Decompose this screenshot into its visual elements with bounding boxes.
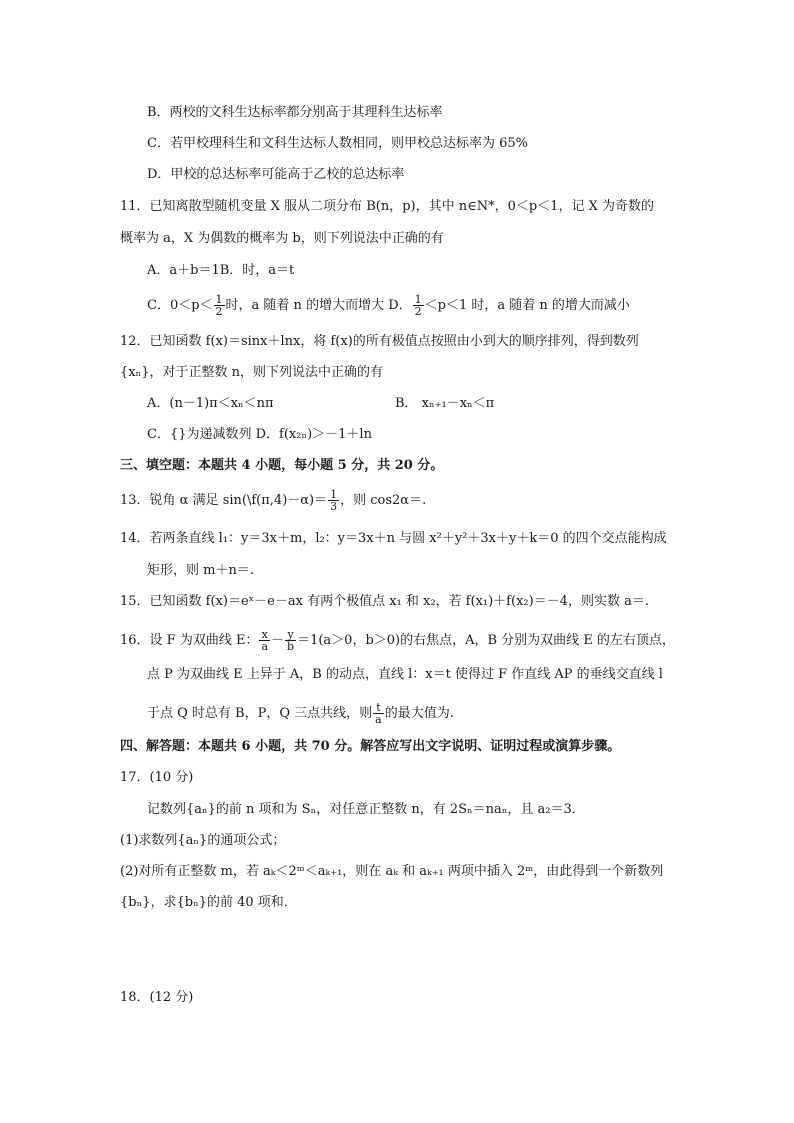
section-3-heading: 三、填空题：本题共 4 小题，每小题 5 分，共 20 分。	[120, 458, 444, 473]
question-12-line-1: 12．已知函数 f(x)＝sinx＋lnx，将 f(x)的所有极值点按照由小到大的顺序排列，得到数列	[120, 334, 639, 349]
question-11-line-1: 11．已知离散型随机变量 X 服从二项分布 B(n，p)，其中 n∈N*，0＜p＜1，记 X 为奇数的	[120, 199, 654, 214]
question-12-option-a: A．(n－1)π＜xₙ＜nπ	[147, 396, 274, 411]
option-c-d-text: 时，a 随着 n 的增大而增大 D．	[225, 298, 412, 313]
option-d-line: D．甲校的总达标率可能高于乙校的总达标率	[147, 167, 405, 182]
fraction-denominator: 3	[330, 500, 338, 513]
fraction-y-over-b	[285, 629, 296, 652]
fraction-numerator: t	[373, 702, 384, 714]
section-4-heading: 四、解答题：本题共 6 小题，共 70 分。解答应写出文字说明、证明过程或演算步骤。	[120, 739, 621, 754]
fraction-numerator: y	[285, 629, 296, 641]
question-11-options-cd	[147, 294, 630, 317]
fraction-numerator: x	[259, 629, 270, 641]
question-16-line-3-tail: 的最大值为.	[384, 706, 454, 721]
question-14-line-2: 矩形，则 m＋n＝.	[147, 563, 254, 578]
question-13-text: 13．锐角 α 满足 sin(\f(π,4)－α)＝	[120, 493, 328, 508]
fraction-denominator: a	[261, 640, 269, 653]
question-16-line-3-text: 于点 Q 时总有 B，P，Q 三点共线，则	[147, 706, 373, 721]
option-b-line: B．两校的文科生达标率都分别高于其理科生达标率	[147, 105, 443, 120]
minus-sign: －	[271, 633, 285, 648]
fraction-denominator: 2	[414, 305, 422, 318]
fraction-denominator: b	[287, 640, 295, 653]
option-c-line: C．若甲校理科生和文科生达标人数相同，则甲校总达标率为 65%	[147, 136, 528, 151]
question-13-tail: ，则 cos2α＝.	[340, 493, 427, 508]
fraction-t-over-a	[373, 702, 384, 725]
question-12-option-b: B． xₙ₊₁－xₙ＜π	[395, 396, 495, 411]
fraction-x-over-a	[259, 629, 270, 652]
question-16-line-1	[120, 629, 675, 652]
fraction-one-half-2	[413, 294, 424, 317]
question-16-line-2: 点 P 为双曲线 E 上异于 A，B 的动点，直线 l：x＝t 使得过 F 作直线 AP 的垂线交直线 l	[147, 667, 663, 682]
question-17-part-2-line-2: {bₙ}，求{bₙ}的前 40 项和．	[120, 895, 297, 910]
question-17-header: 17．(10 分)	[120, 770, 194, 785]
option-d-text: ＜p＜1 时，a 随着 n 的增大而减小	[424, 298, 630, 313]
option-c-text: C．0＜p＜	[147, 298, 213, 313]
question-16-tail: ＝1(a＞0，b＞0)的右焦点，A，B 分别为双曲线 E 的左右顶点，	[297, 633, 675, 648]
question-16-line-3	[147, 702, 454, 725]
question-17-part-2-line-1: (2)对所有正整数 m，若 aₖ＜2ᵐ＜aₖ₊₁，则在 aₖ 和 aₖ₊₁ 两项中插入 2ᵐ，由此得到一个新数列	[120, 864, 664, 879]
question-16-text: 16．设 F 为双曲线 E：	[120, 633, 259, 648]
question-15: 15．已知函数 f(x)＝eˣ－e－ax 有两个极值点 x₁ 和 x₂，若 f(x₁)＋f(x₂)＝－4，则实数 a＝.	[120, 594, 649, 609]
question-17-part-1: (1)求数列{aₙ}的通项公式；	[120, 833, 286, 848]
fraction-numerator: 1	[414, 293, 422, 306]
fraction-numerator: 1	[330, 488, 338, 501]
question-13	[120, 489, 426, 512]
question-12-options-cd: C．{}为递减数列 D．f(x₂ₙ)＞－1＋ln	[147, 427, 372, 442]
question-14-line-1: 14．若两条直线 l₁：y＝3x＋m，l₂：y＝3x＋n 与圆 x²＋y²＋3x＋y＋k＝0 的四个交点能构成	[120, 531, 667, 546]
fraction-denominator: a	[375, 713, 382, 726]
question-17-stem: 记数列{aₙ}的前 n 项和为 Sₙ，对任意正整数 n，有 2Sₙ＝naₙ，且 a₂＝3．	[147, 802, 585, 817]
question-12-line-2: {xₙ}，对于正整数 n，则下列说法中正确的有	[120, 365, 384, 380]
question-18-header: 18．(12 分)	[120, 990, 194, 1005]
fraction-one-third	[328, 489, 339, 512]
fraction-denominator: 2	[215, 305, 223, 318]
fraction-one-half	[214, 294, 225, 317]
question-11-options-ab: A．a＋b＝1B．时，a＝t	[147, 263, 295, 278]
question-11-line-2: 概率为 a，X 为偶数的概率为 b，则下列说法中正确的有	[120, 231, 444, 246]
fraction-numerator: 1	[215, 293, 223, 306]
